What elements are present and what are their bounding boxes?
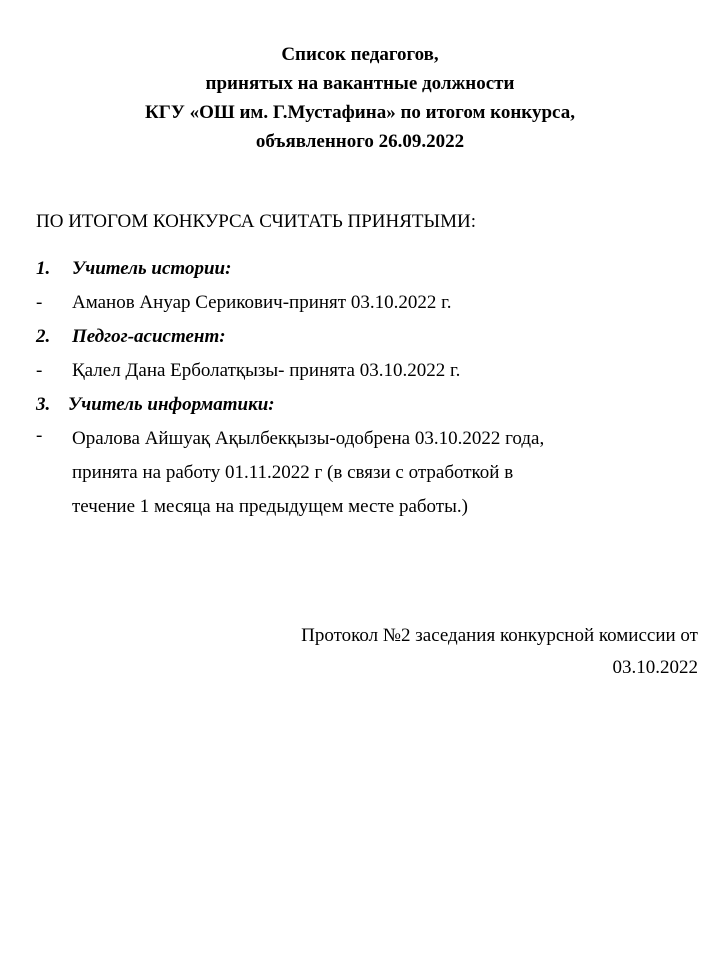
section-title: Учитель информатики: (68, 394, 275, 415)
list-item (36, 422, 696, 524)
title-line: принятых на вакантные должности (205, 73, 515, 94)
entry-line: принята на работу 01.11.2022 г (в связи с отработкой в (72, 462, 514, 483)
protocol-date: 03.10.2022 (612, 657, 698, 678)
section-assistant (36, 323, 696, 357)
title-line: Список педагогов, (281, 44, 439, 65)
section-title: Педгог-асистент: (72, 326, 226, 347)
section-number: 3. (36, 394, 51, 415)
list-item (36, 289, 696, 323)
section-informatics-teacher (36, 391, 696, 425)
title-line: КГУ «ОШ им. Г.Мустафина» по итогом конкурса, (145, 102, 575, 123)
entry-text: Қалел Дана Ерболатқызы- принята 03.10.2022 г. (72, 360, 461, 381)
list-item (36, 357, 696, 391)
positions-list (36, 255, 696, 524)
bullet-dash: - (36, 360, 43, 381)
entry-text (72, 422, 696, 524)
entry-line: Оралова Айшуақ Ақылбекқызы-одобрена 03.10.2022 года, (72, 428, 545, 449)
document-title (0, 40, 720, 156)
decision-heading: ПО ИТОГОМ КОНКУРСА СЧИТАТЬ ПРИНЯТЫМИ: (36, 211, 476, 232)
bullet-dash: - (36, 292, 43, 313)
entry-text: Аманов Ануар Серикович-принят 03.10.2022 г. (72, 292, 452, 313)
section-number: 1. (36, 258, 51, 279)
section-title: Учитель истории: (72, 258, 232, 279)
section-number: 2. (36, 326, 51, 347)
protocol-reference (301, 620, 698, 684)
protocol-line: Протокол №2 заседания конкурсной комиссии от (301, 625, 698, 646)
title-line: объявленного 26.09.2022 (255, 131, 465, 152)
entry-line: течение 1 месяца на предыдущем месте работы.) (72, 496, 468, 517)
bullet-dash: - (36, 425, 43, 446)
section-history-teacher (36, 255, 696, 289)
